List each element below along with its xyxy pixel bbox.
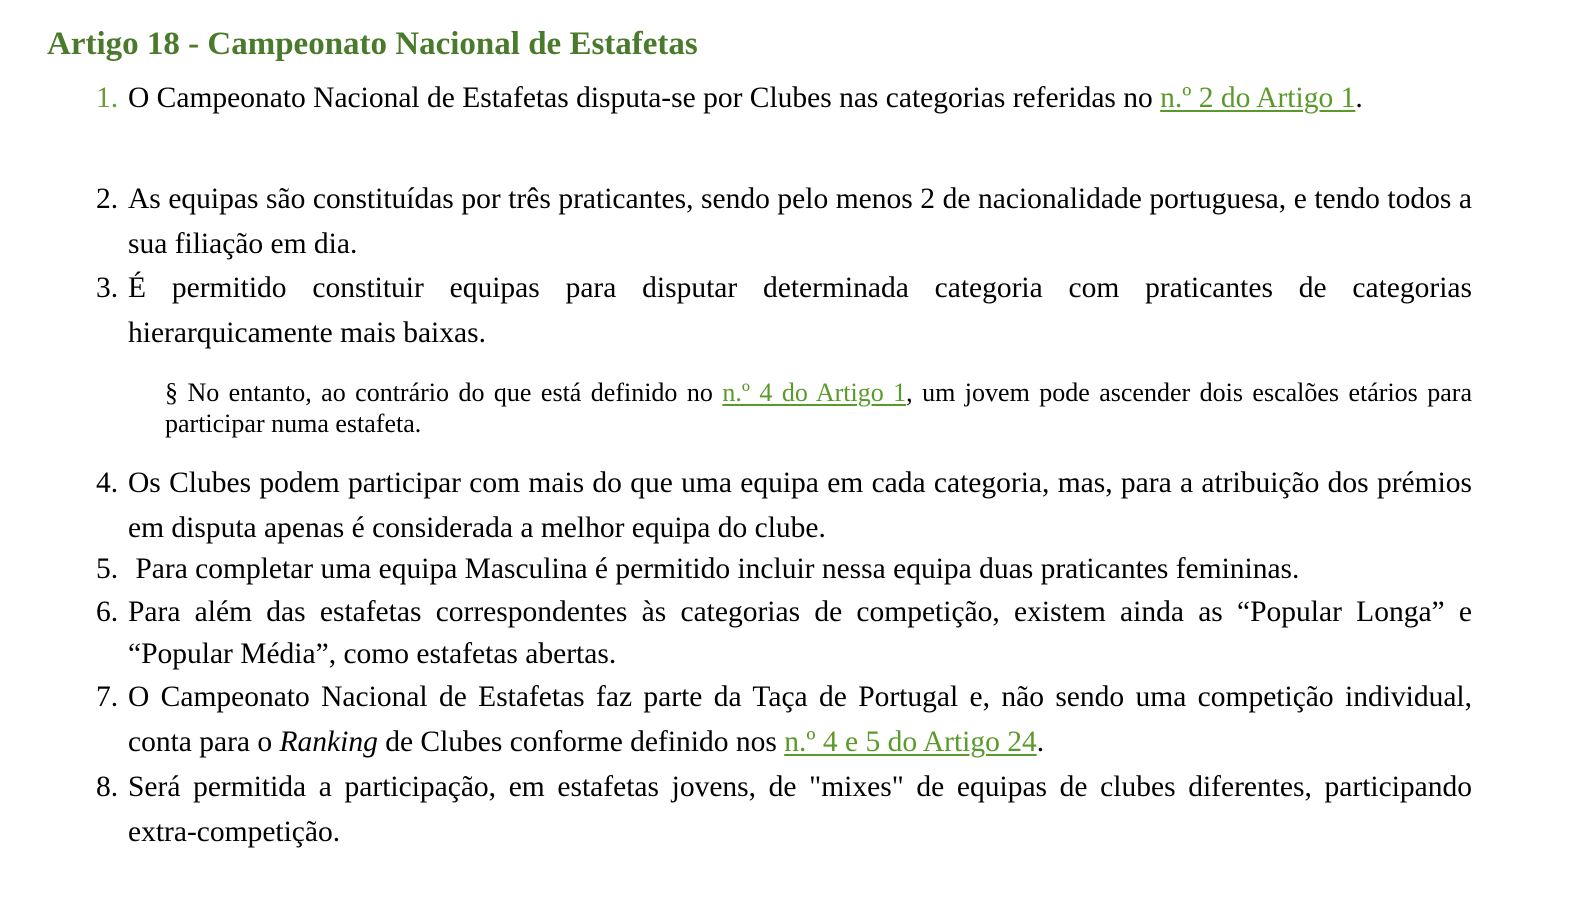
item-number: 2. bbox=[96, 183, 119, 215]
item-text-end: . bbox=[1036, 726, 1045, 758]
note-text-end: , um jovem pode ascender dois escalões etários para participar numa estafeta. bbox=[165, 378, 1472, 438]
item-text: É permitido constituir equipas para disputar determinada categoria com praticantes de categorias hierarquicamente mais baixas. bbox=[128, 272, 1472, 349]
item-text-mid: de Clubes conforme definido nos bbox=[377, 726, 785, 758]
link-artigo-24[interactable]: n.º 4 e 5 do Artigo 24 bbox=[784, 726, 1037, 758]
item-text-end: . bbox=[1355, 82, 1363, 114]
item-text: Será permitida a participação, em estafetas jovens, de "mixes" de equipas de clubes diferentes, participando extra-competição. bbox=[128, 771, 1472, 848]
item-number: 5. bbox=[96, 553, 119, 585]
list-item-7 bbox=[96, 675, 1472, 765]
list-item-5 bbox=[96, 547, 1472, 592]
item-text: O Campeonato Nacional de Estafetas faz parte da Taça de Portugal e, não sendo uma competição individual, conta para o bbox=[128, 681, 1472, 758]
list-item-2 bbox=[96, 177, 1472, 267]
article-title: Artigo 18 - Campeonato Nacional de Estafetas bbox=[47, 26, 698, 62]
note-paragraph bbox=[165, 377, 1472, 439]
note-text: § No entanto, ao contrário do que está definido no bbox=[165, 378, 723, 407]
item-number: 7. bbox=[96, 681, 119, 713]
item-text: Para completar uma equipa Masculina é permitido incluir nessa equipa duas praticantes femininas. bbox=[128, 553, 1300, 585]
item-text: Para além das estafetas correspondentes às categorias de competição, existem ainda as “Popular Longa” e “Popular Média”, como estafetas abertas. bbox=[128, 596, 1472, 670]
item-text: Os Clubes podem participar com mais do que uma equipa em cada categoria, mas, para a atribuição dos prémios em disputa apenas é considerada a melhor equipa do clube. bbox=[128, 467, 1472, 544]
item-number: 6. bbox=[96, 596, 119, 628]
item-number: 4. bbox=[96, 467, 119, 499]
link-artigo-1-n4[interactable]: n.º 4 do Artigo 1 bbox=[722, 378, 907, 407]
link-artigo-1-n2[interactable]: n.º 2 do Artigo 1 bbox=[1160, 82, 1356, 114]
item-text: O Campeonato Nacional de Estafetas disputa-se por Clubes nas categorias referidas no bbox=[128, 82, 1161, 114]
list-item-1 bbox=[96, 79, 1472, 118]
item-text: As equipas são constituídas por três praticantes, sendo pelo menos 2 de nacionalidade portuguesa, e tendo todos a sua filiação em dia. bbox=[128, 183, 1472, 260]
item-number: 3. bbox=[96, 272, 119, 304]
list-item-4 bbox=[96, 461, 1472, 551]
list-item-6 bbox=[96, 591, 1472, 675]
item-text-italic: Ranking bbox=[279, 726, 378, 758]
item-number: 1. bbox=[96, 82, 119, 114]
list-item-8 bbox=[96, 765, 1472, 855]
list-item-3 bbox=[96, 266, 1472, 356]
item-number: 8. bbox=[96, 771, 119, 803]
